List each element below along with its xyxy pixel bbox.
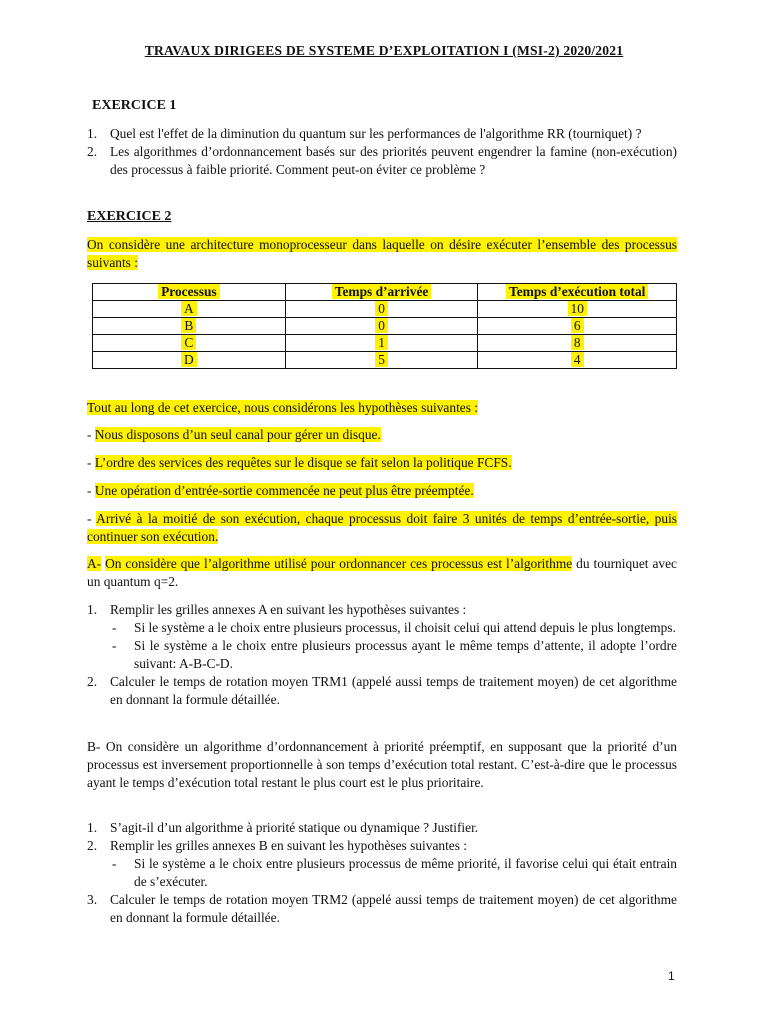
table-row [93,352,677,369]
part-a-questions [87,601,677,709]
exercise-1-questions [87,125,677,179]
list-item [87,819,677,837]
question-text: S’agit-il d’un algorithme à priorité statique ou dynamique ? Justifier. [110,820,479,835]
list-number: 1. [87,820,98,835]
column-header-processus: Processus [93,284,286,301]
page-number: 1 [668,969,675,983]
list-item [87,891,677,927]
dash-marker: - [87,427,92,442]
hypotheses-intro [87,399,677,417]
list-item [87,601,677,673]
hypothesis-text: L’ordre des services des requêtes sur le disque se fait selon la politique FCFS. [94,455,512,470]
list-item [87,673,677,709]
table-cell: 4 [478,352,677,369]
question-text: Remplir les grilles annexes B en suivant les hypothèses suivantes : [110,838,468,853]
exercise-1-heading: EXERCICE 1 [92,98,177,113]
table-row [93,301,677,318]
exercise-2-heading: EXERCICE 2 [87,209,172,224]
list-number: 2. [87,144,98,159]
document-title: TRAVAUX DIRIGEES DE SYSTEME D’EXPLOITATION I (MSI-2) 2020/2021 [144,43,624,58]
sub-list [112,855,677,891]
question-text: Calculer le temps de rotation moyen TRM2 (appelé aussi temps de traitement moyen) de cet algorithme en donnant la formule détaillée. [110,892,677,925]
table-row [93,335,677,352]
hypothesis-text: Arrivé à la moitié de son exécution, chaque processus doit faire 3 unités de temps d’entrée-sortie, puis continuer son exécution. [87,511,677,544]
table-cell: 0 [285,301,478,318]
exercise-2-intro [87,236,677,272]
table-header-row [93,284,677,301]
dash-marker: - [87,455,92,470]
table-cell: 0 [285,318,478,335]
part-a-text-rest: du tourniquet avec un quantum q=2. [87,556,677,589]
hypothesis-text: Une opération d’entrée-sortie commencée ne peut plus être préemptée. [94,483,474,498]
part-a-statement [87,555,677,591]
sub-list-item [112,855,677,891]
sub-item-text: Si le système a le choix entre plusieurs processus ayant le même temps d’attente, il adopte l’ordre suivant: A-B-C-D. [134,638,677,671]
column-header-arrivee: Temps d’arrivée [285,284,478,301]
part-b-statement: B- On considère un algorithme d’ordonnancement à priorité préemptif, en supposant que la priorité d’un processus est inversement proportionnelle à son temps d’exécution total restant. C’est-à-dire que le processus ayant le temps d’exécution total restant le plus court est le plus prioritaire. [87,739,677,790]
table-cell: B [93,318,286,335]
column-header-execution: Temps d’exécution total [478,284,677,301]
table-cell: C [93,335,286,352]
table-cell: 1 [285,335,478,352]
question-text: Calculer le temps de rotation moyen TRM1 (appelé aussi temps de traitement moyen) de cet algorithme en donnant la formule détaillée. [110,674,677,707]
list-number: 2. [87,838,98,853]
part-a-label: A- [87,556,102,571]
question-text: Les algorithmes d’ordonnancement basés sur des priorités peuvent engendrer la famine (non-exécution) des processus à faible priorité. Comment peut-on éviter ce problème ? [110,144,677,177]
hypothesis-item [87,482,679,500]
hypothesis-item [87,454,679,472]
dash-marker: - [87,511,92,526]
dash-marker: - [112,620,117,635]
dash-marker: - [112,856,117,871]
list-item [87,125,677,143]
list-number: 1. [87,126,98,141]
list-number: 3. [87,892,98,907]
list-item [87,837,677,891]
hypothesis-item [87,426,679,444]
list-item [87,143,677,179]
sub-item-text: Si le système a le choix entre plusieurs processus, il choisit celui qui attend depuis le plus longtemps. [134,620,676,635]
sub-item-text: Si le système a le choix entre plusieurs processus de même priorité, il favorise celui qui était entrain de s’exécuter. [134,856,677,889]
process-table [92,283,677,369]
question-text: Remplir les grilles annexes A en suivant les hypothèses suivantes : [110,602,467,617]
table-cell: 6 [478,318,677,335]
part-a-text-highlighted: On considère que l’algorithme utilisé pour ordonnancer ces processus est l’algorithme [105,556,573,571]
table-cell: 8 [478,335,677,352]
dash-marker: - [112,638,117,653]
list-number: 2. [87,674,98,689]
hypothesis-item [87,510,677,546]
table-cell: A [93,301,286,318]
exercise-2-intro-text: On considère une architecture monoprocesseur dans laquelle on désire exécuter l’ensemble des processus suivants : [87,237,677,270]
table-cell: 5 [285,352,478,369]
question-text: Quel est l'effet de la diminution du quantum sur les performances de l'algorithme RR (tourniquet) ? [110,126,642,141]
sub-list-item [112,619,677,637]
table-cell: 10 [478,301,677,318]
sub-list-item [112,637,677,673]
hypotheses-intro-text: Tout au long de cet exercice, nous considérons les hypothèses suivantes : [87,400,479,415]
table-cell: D [93,352,286,369]
table-row [93,318,677,335]
dash-marker: - [87,483,92,498]
list-number: 1. [87,602,98,617]
sub-list [112,619,677,673]
part-b-questions [87,819,677,927]
hypothesis-text: Nous disposons d’un seul canal pour gérer un disque. [94,427,381,442]
